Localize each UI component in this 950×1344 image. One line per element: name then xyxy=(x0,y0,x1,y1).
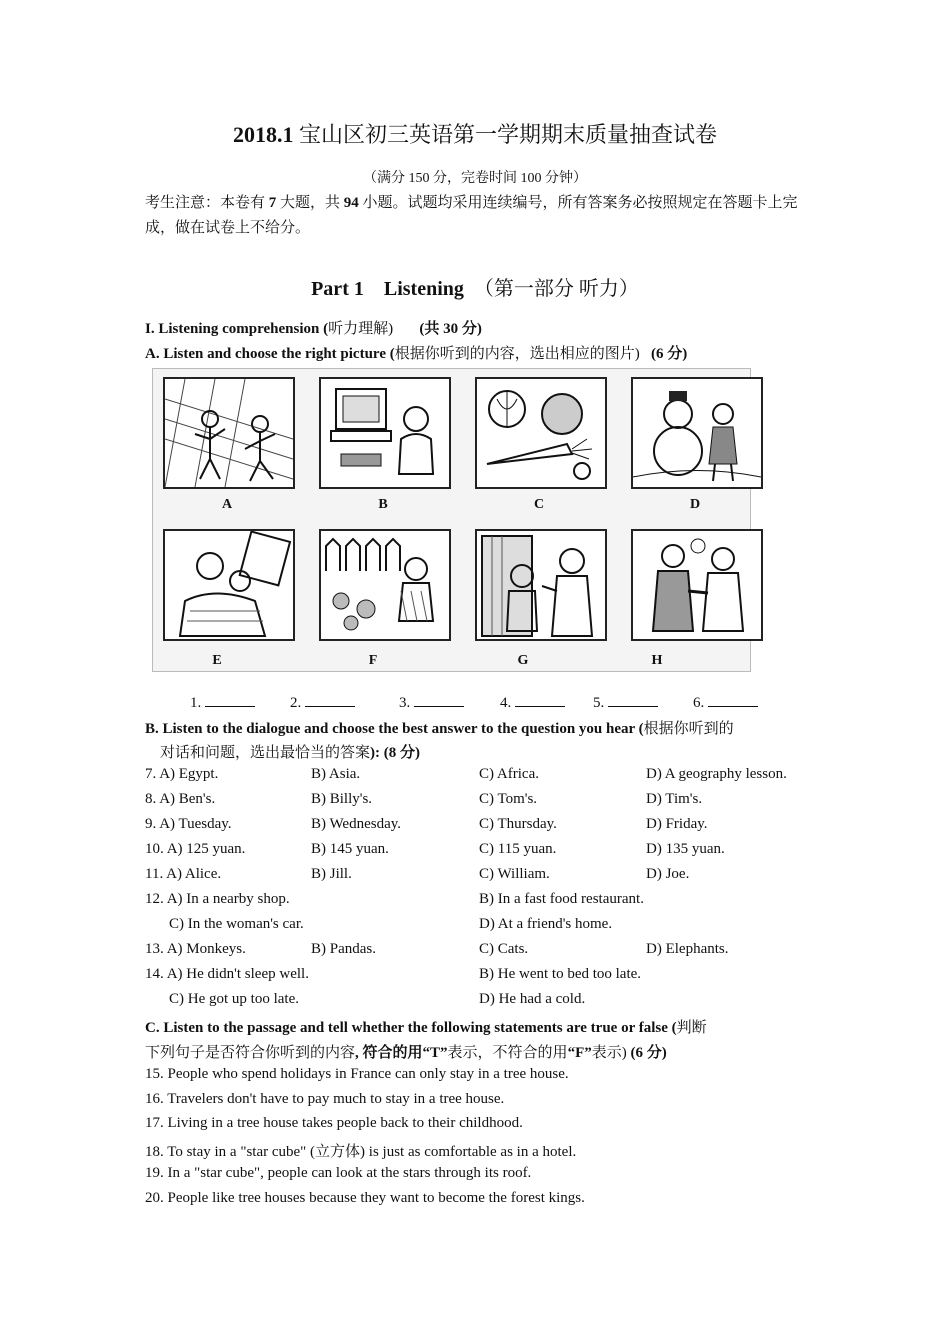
option-c: C) Tom's. xyxy=(479,791,538,807)
option-d: D) Tim's. xyxy=(646,791,703,807)
option-d: D) At a friend's home. xyxy=(479,916,613,932)
picture-c xyxy=(475,377,607,489)
option-b: B) Billy's. xyxy=(311,791,373,807)
sports-scene-icon xyxy=(165,379,293,487)
snowman-icon xyxy=(633,379,761,487)
picture-h xyxy=(631,529,763,641)
section-b-heading-cont: 对话和问题，选出最恰当的答案): (8 分) xyxy=(160,745,420,761)
people-handshake-icon xyxy=(633,531,761,639)
section-a-heading: A. Listen and choose the right picture (根据你听到的内容，选出相应的图片) (6 分) xyxy=(145,346,688,362)
picture-label: E xyxy=(212,653,222,668)
exam-title: 2018.1 宝山区初三英语第一学期期末质量抽查试卷 xyxy=(232,122,717,147)
question-num: 9. A) Tuesday. xyxy=(145,816,232,832)
vegetables-icon xyxy=(477,379,605,487)
option-b: B) Jill. xyxy=(311,866,352,882)
option-b: B) 145 yuan. xyxy=(311,841,389,857)
section-c-heading-cont: 下列句子是否符合你听到的内容, 符合的用“T”表示，不符合的用“F”表示) (6 分) xyxy=(145,1045,667,1061)
answer-blank-1: 1. xyxy=(190,692,255,712)
option-d: D) Elephants. xyxy=(646,941,729,957)
option-b: B) Wednesday. xyxy=(311,816,402,832)
option-d: D) 135 yuan. xyxy=(646,841,725,857)
question-num: 7. A) Egypt. xyxy=(145,766,219,782)
question-num: 12. A) In a nearby shop. xyxy=(145,891,290,907)
exam-notice: 考生注意：本卷有 7 大题，共 94 小题。试题均采用连续编号，所有答案务必按照规定在答题卡上完成，做在试卷上不给分。 xyxy=(145,195,798,236)
picture-label: H xyxy=(651,653,663,668)
section-b-heading: B. Listen to the dialogue and choose the best answer to the question you hear (根据你听到的 xyxy=(145,721,734,737)
picture-e xyxy=(163,529,295,641)
answer-blank-2: 2. xyxy=(290,692,355,712)
option-c: C) Cats. xyxy=(479,941,529,957)
picture-b xyxy=(319,377,451,489)
question-num: 8. A) Ben's. xyxy=(145,791,216,807)
picture-a xyxy=(163,377,295,489)
statement-item: 20. People like tree houses because they want to become the forest kings. xyxy=(145,1190,585,1206)
picture-label: A xyxy=(221,497,233,512)
picture-label: B xyxy=(378,497,388,512)
section-1-heading: I. Listening comprehension (听力理解) (共 30 分) xyxy=(145,321,482,337)
answer-blank-4: 4. xyxy=(500,692,565,712)
exam-subtitle: （满分 150 分，完卷时间 100 分钟） xyxy=(363,171,587,186)
picture-f xyxy=(319,529,451,641)
answer-blank-6: 6. xyxy=(693,692,758,712)
computer-child-icon xyxy=(321,379,449,487)
question-num: 10. A) 125 yuan. xyxy=(145,841,246,857)
option-c: C) Thursday. xyxy=(479,816,557,832)
mother-child-icon xyxy=(165,531,293,639)
option-b: B) In a fast food restaurant. xyxy=(479,891,644,907)
picture-label: G xyxy=(517,653,529,668)
part-heading: Part 1 Listening （第一部分 听力） xyxy=(311,278,639,300)
option-c: C) 115 yuan. xyxy=(479,841,557,857)
option-b: B) Asia. xyxy=(311,766,361,782)
statement-item: 15. People who spend holidays in France can only stay in a tree house. xyxy=(145,1066,569,1082)
option-c: C) In the woman's car. xyxy=(169,916,304,932)
option-c: C) William. xyxy=(479,866,550,882)
question-num: 14. A) He didn't sleep well. xyxy=(145,966,309,982)
picture-label: F xyxy=(368,653,378,668)
option-c: C) He got up too late. xyxy=(169,991,299,1007)
door-greeting-icon xyxy=(477,531,605,639)
picture-label: D xyxy=(689,497,701,512)
option-d: D) A geography lesson. xyxy=(646,766,787,782)
option-d: D) He had a cold. xyxy=(479,991,586,1007)
option-b: B) Pandas. xyxy=(311,941,376,957)
question-num: 11. A) Alice. xyxy=(145,866,222,882)
picture-d xyxy=(631,377,763,489)
picture-grid xyxy=(152,368,751,672)
option-d: D) Joe. xyxy=(646,866,690,882)
statement-item: 17. Living in a tree house takes people back to their childhood. xyxy=(145,1115,523,1131)
option-b: B) He went to bed too late. xyxy=(479,966,642,982)
garden-child-icon xyxy=(321,531,449,639)
picture-g xyxy=(475,529,607,641)
answer-blank-3: 3. xyxy=(399,692,464,712)
statement-item: 16. Travelers don't have to pay much to stay in a tree house. xyxy=(145,1091,505,1107)
section-c-heading: C. Listen to the passage and tell whether the following statements are true or false (判断 xyxy=(145,1020,707,1036)
answer-blank-5: 5. xyxy=(593,692,658,712)
statement-item: 19. In a "star cube", people can look at the stars through its roof. xyxy=(145,1165,532,1181)
option-c: C) Africa. xyxy=(479,766,539,782)
option-d: D) Friday. xyxy=(646,816,708,832)
statement-item: 18. To stay in a "star cube" (立方体) is just as comfortable as in a hotel. xyxy=(145,1144,577,1160)
question-num: 13. A) Monkeys. xyxy=(145,941,246,957)
picture-label: C xyxy=(533,497,545,512)
